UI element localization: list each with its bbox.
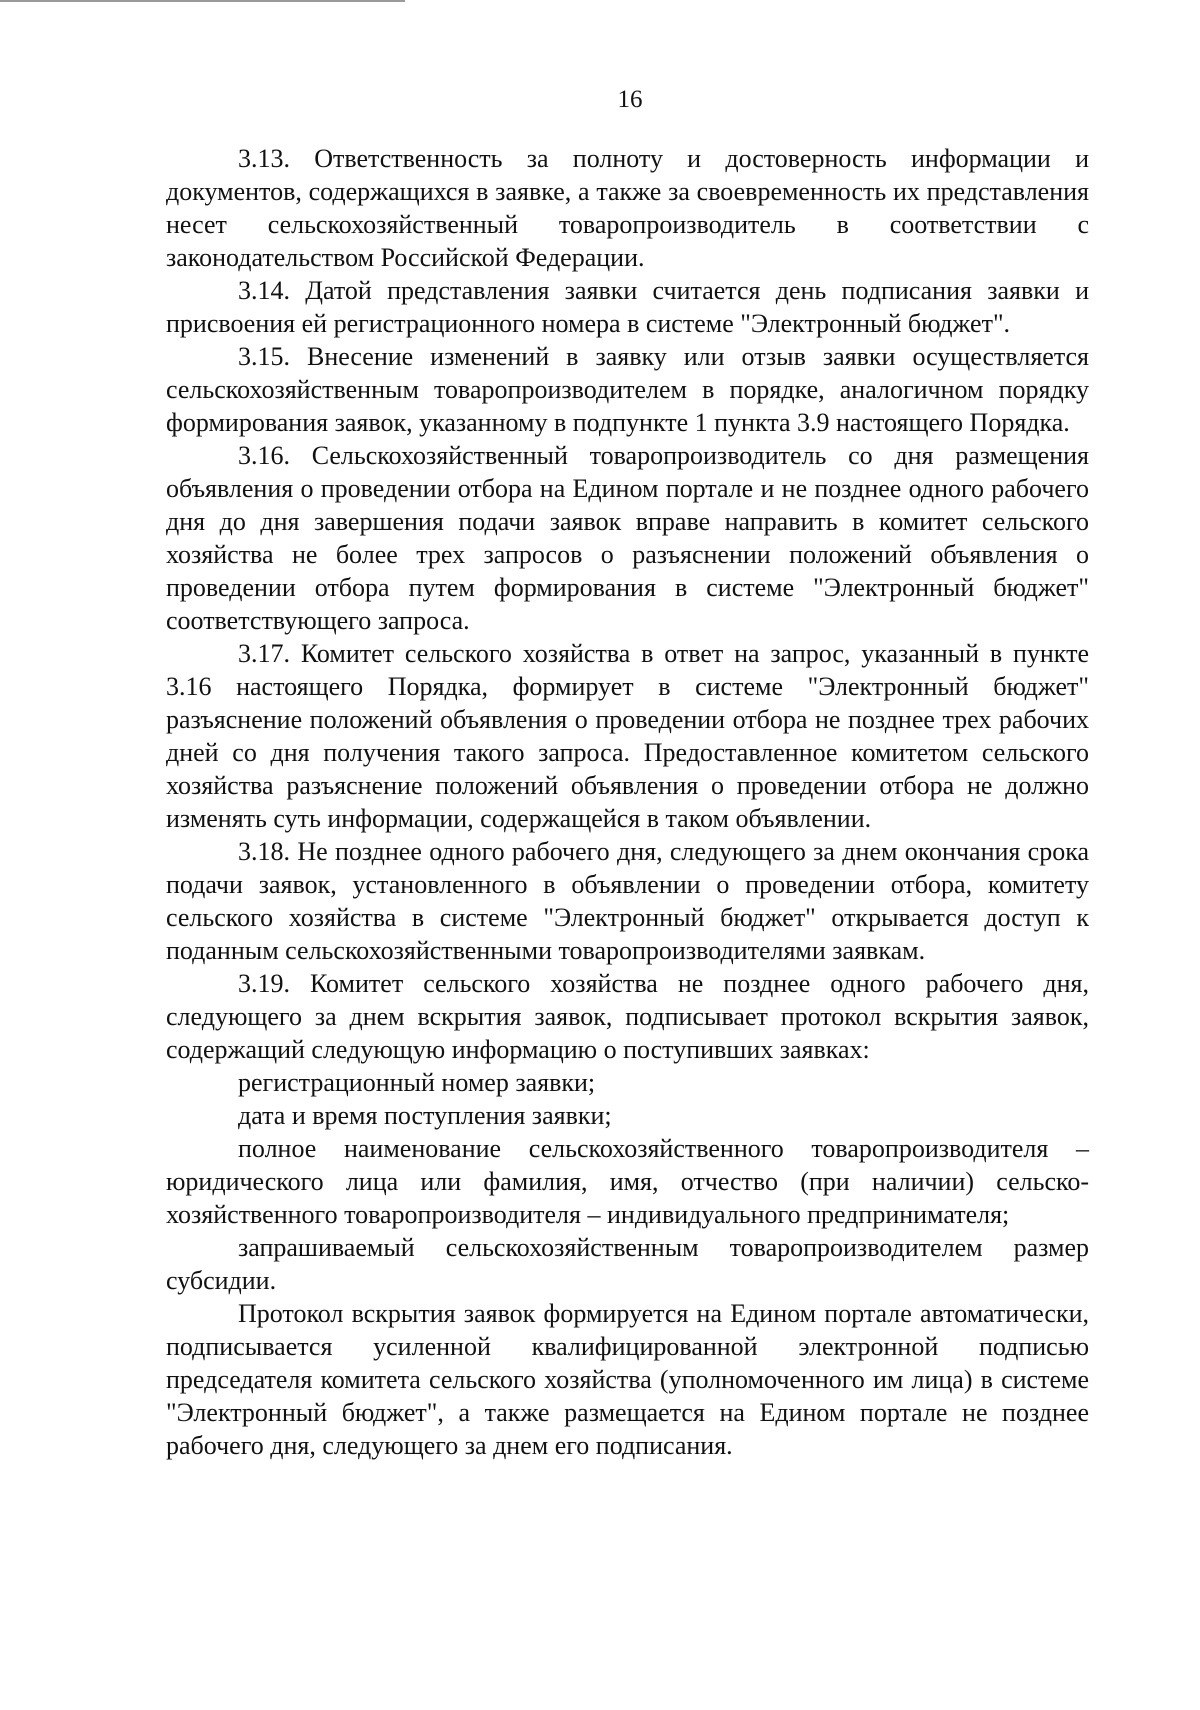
list-item-registration-number: регистрационный номер заявки; bbox=[238, 1068, 596, 1097]
paragraph-protocol: Протокол вскрытия заявок формируется на Едином портале автоматически, подписывается усиленной квалифицированной электронной подписью председателя комитета сельского хозяйства (уполномоченного им лица) в системе "Электронный бюджет", а также размещается на Едином портале не позднее рабочего дня, следующего за днем его подписания. bbox=[166, 1299, 1089, 1460]
document-body bbox=[166, 142, 1089, 1462]
list-item-date-time: дата и время поступления заявки; bbox=[238, 1101, 612, 1130]
paragraph-3-18: 3.18. Не позднее одного рабочего дня, следующего за днем окончания срока подачи заявок, установленного в объявлении о проведении отбора, комитету сельского хозяйства в системе "Электронный бюджет" открывается доступ к поданным сельскохозяйственными товаропроизводителями заявкам. bbox=[166, 837, 1089, 965]
paragraph-3-13: 3.13. Ответственность за полноту и достоверность информации и документов, содержащихся в заявке, а также за своевременность их представления несет сельскохозяйственный товаропроизводитель в соответствии с законодательством Российской Федерации. bbox=[166, 144, 1089, 272]
paragraph-3-15: 3.15. Внесение изменений в заявку или отзыв заявки осуществляется сельскохозяйственным товаропроизводителем в порядке, аналогичном порядку формирования заявок, указанному в подпункте 1 пункта 3.9 настоящего Порядка. bbox=[166, 342, 1089, 437]
list-item-full-name: полное наименование сельскохозяйственного товаропроизводителя – юридического лица или фамилия, имя, отчество (при наличии) сельскохозяйственного товаропроизводителя – индивидуального предпринимателя; bbox=[166, 1134, 1089, 1229]
page-number: 16 bbox=[617, 86, 643, 113]
paragraph-3-19: 3.19. Комитет сельского хозяйства не позднее одного рабочего дня, следующего за днем вскрытия заявок, подписывает протокол вскрытия заявок, содержащий следующую информацию о поступивших заявках: bbox=[166, 969, 1089, 1064]
scan-edge-line bbox=[0, 0, 405, 2]
paragraph-3-14: 3.14. Датой представления заявки считается день подписания заявки и присвоения ей регистрационного номера в системе "Электронный бюджет". bbox=[166, 276, 1089, 338]
paragraph-3-16: 3.16. Сельскохозяйственный товаропроизводитель со дня размещения объявления о проведении отбора на Едином портале и не позднее одного рабочего дня до дня завершения подачи заявок вправе направить в комитет сельского хозяйства не более трех запросов о разъяснении положений объявления о проведении отбора путем формирования в системе "Электронный бюджет" соответствующего запроса. bbox=[166, 441, 1089, 635]
list-item-subsidy-size: запрашиваемый сельскохозяйственным товаропроизводителем размер субсидии. bbox=[166, 1233, 1089, 1295]
paragraph-3-17: 3.17. Комитет сельского хозяйства в ответ на запрос, указанный в пункте 3.16 настоящего Порядка, формирует в системе "Электронный бюджет" разъяснение положений объявления о проведении отбора не позднее трех рабочих дней со дня получения такого запроса. Предоставленное комитетом сельского хозяйства разъяснение положений объявления о проведении отбора не должно изменять суть информации, содержащейся в таком объявлении. bbox=[166, 639, 1089, 833]
